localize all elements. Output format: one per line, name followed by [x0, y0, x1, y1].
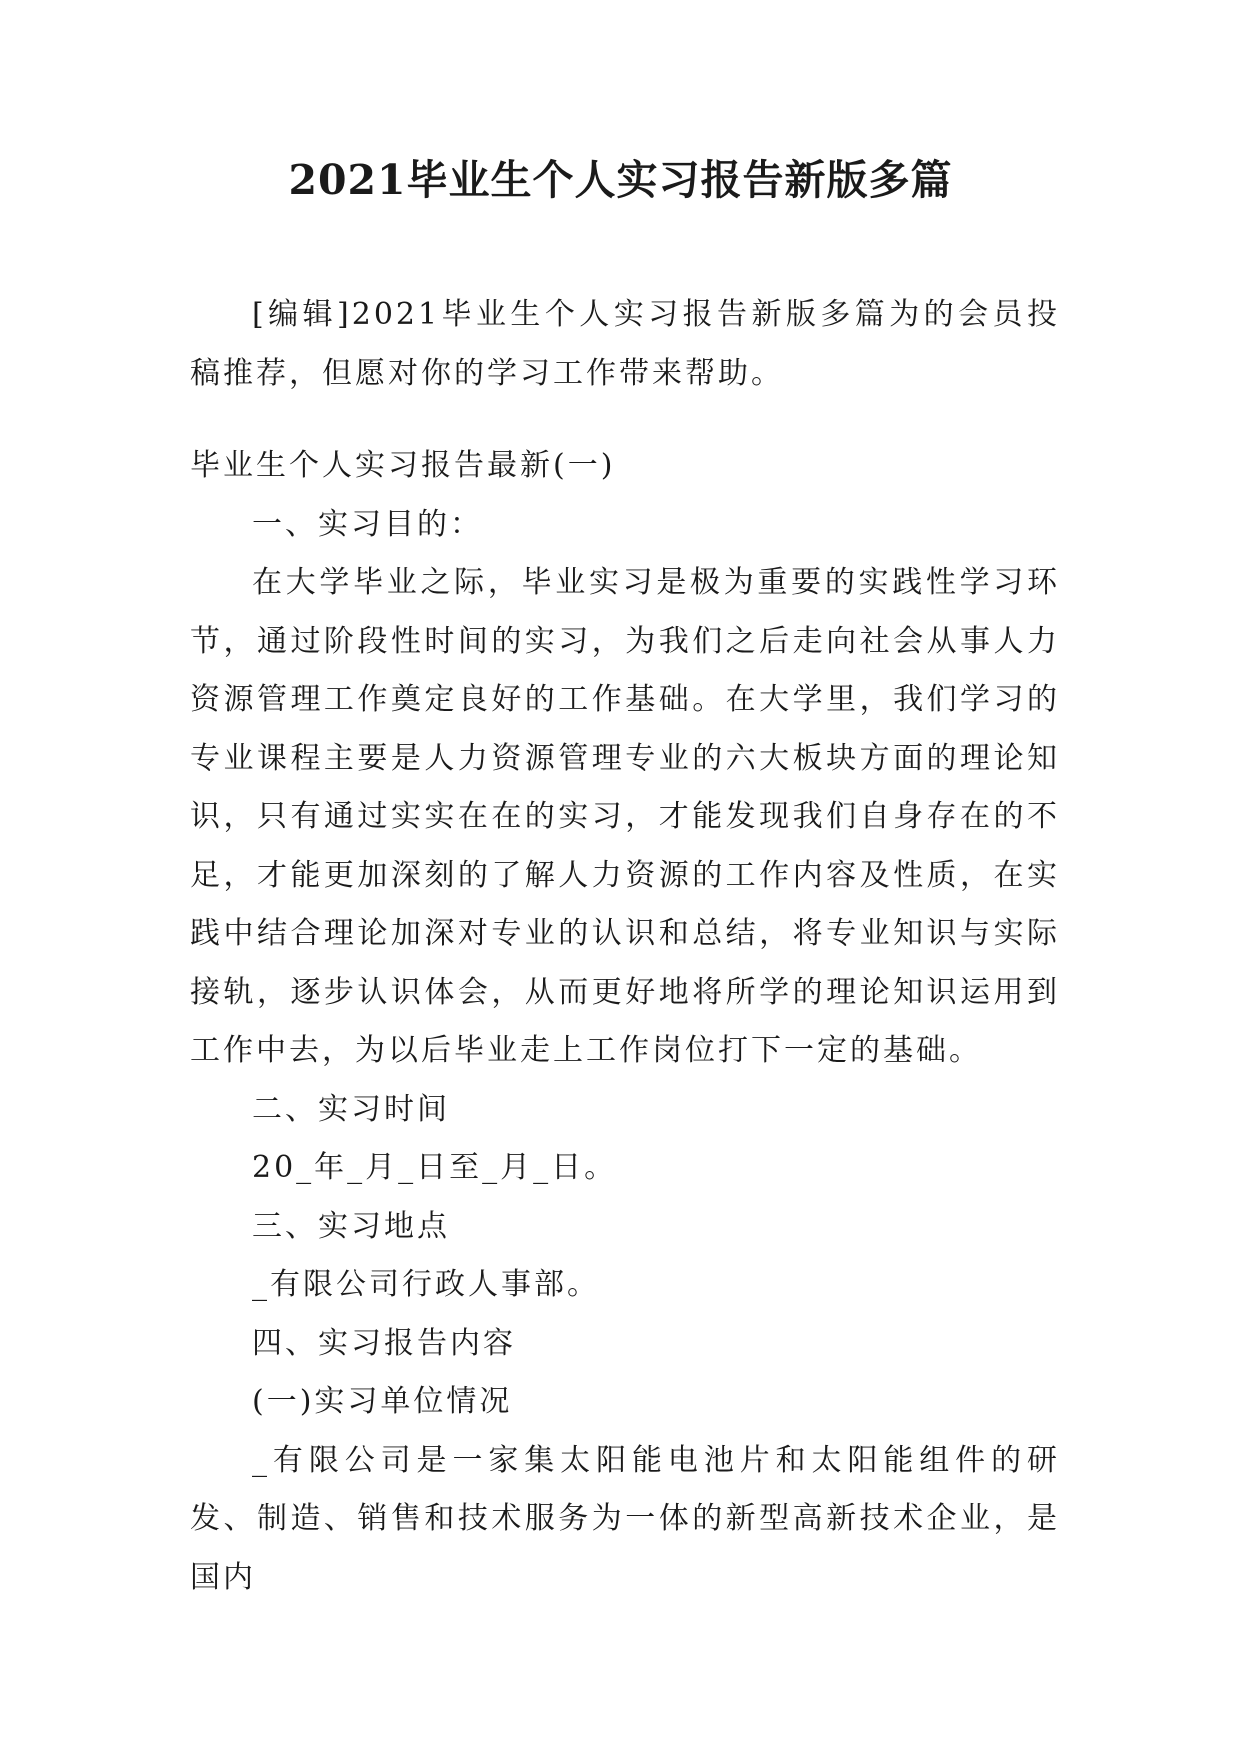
subheading-time: 二、实习时间 — [252, 1091, 450, 1127]
location-paragraph: _有限公司行政人事部。 — [252, 1267, 600, 1302]
section-heading: 毕业生个人实习报告最新(一) — [190, 448, 616, 483]
subheading-content: 四、实习报告内容 — [252, 1325, 516, 1361]
subheading-location: 三、实习地点 — [252, 1208, 450, 1244]
document-title: 2021毕业生个人实习报告新版多篇 — [288, 156, 953, 204]
time-paragraph: 20_年_月_日至_月_日。 — [252, 1150, 618, 1185]
document-body — [190, 286, 1060, 1607]
unit-paragraph: _有限公司是一家集太阳能电池片和太阳能组件的研发、制造、销售和技术服务为一体的新型高新技术企业，是国内 — [190, 1442, 1060, 1595]
subheading-unit: (一)实习单位情况 — [252, 1384, 513, 1419]
intro-paragraph: [编辑]2021毕业生个人实习报告新版多篇为的会员投稿推荐，但愿对你的学习工作带来帮助。 — [190, 297, 1060, 391]
subheading-purpose: 一、实习目的： — [252, 506, 483, 542]
purpose-paragraph: 在大学毕业之际，毕业实习是极为重要的实践性学习环节，通过阶段性时间的实习，为我们之后走向社会从事人力资源管理工作奠定良好的工作基础。在大学里，我们学习的专业课程主要是人力资源管理专业的六大板块方面的理论知识，只有通过实实在在的实习，才能发现我们自身存在的不足，才能更加深刻的了解人力资源的工作内容及性质，在实践中结合理论加深对专业的认识和总结，将专业知识与实际接轨，逐步认识体会，从而更好地将所学的理论知识运用到工作中去，为以后毕业走上工作岗位打下一定的基础。 — [190, 565, 1060, 1068]
